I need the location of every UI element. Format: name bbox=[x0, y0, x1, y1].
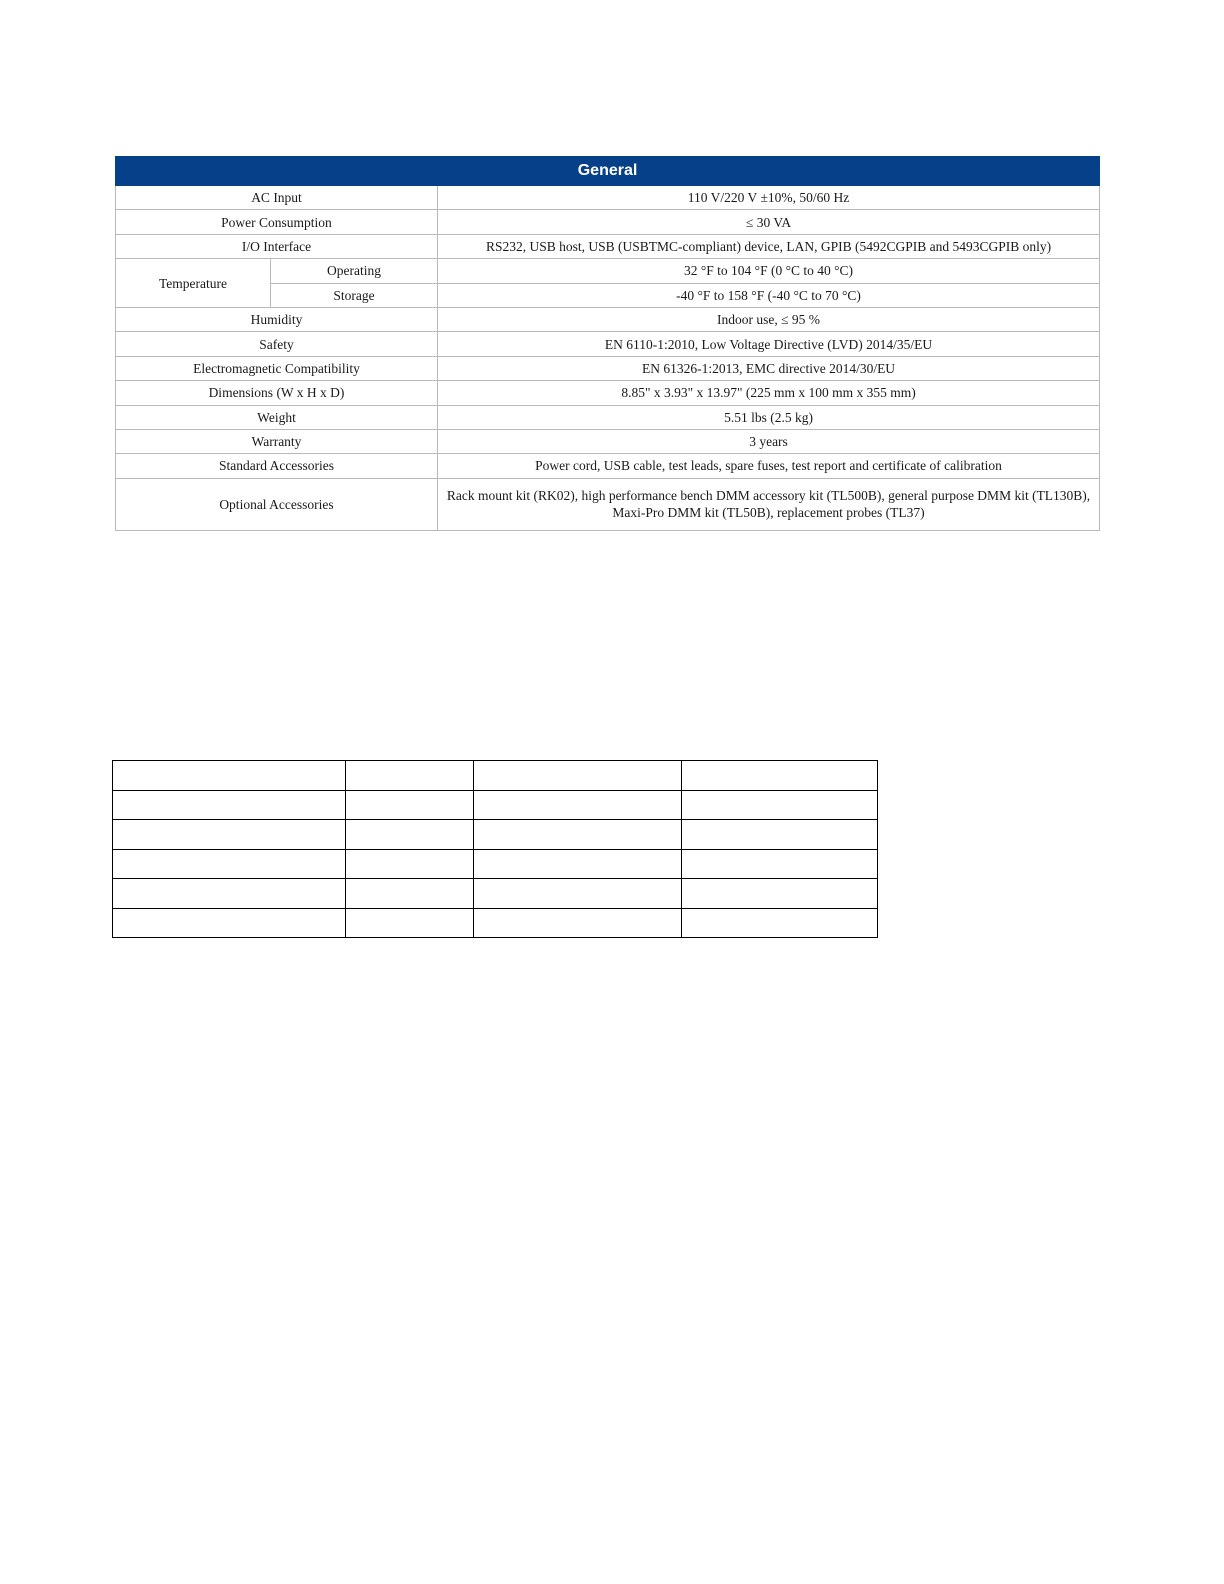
row-value: Indoor use, ≤ 95 % bbox=[438, 307, 1100, 331]
row-sub-label: Storage bbox=[271, 283, 438, 307]
table-cell bbox=[346, 790, 474, 820]
row-label: Optional Accessories bbox=[116, 478, 438, 530]
row-sub-label: Operating bbox=[271, 259, 438, 283]
table-cell bbox=[113, 908, 346, 938]
row-label: Weight bbox=[116, 405, 438, 429]
row-value: -40 °F to 158 °F (-40 °C to 70 °C) bbox=[438, 283, 1100, 307]
row-value: Rack mount kit (RK02), high performance bench DMM accessory kit (TL500B), general purpose DMM kit (TL130B), Maxi-Pro DMM kit (TL50B), replacement probes (TL37) bbox=[438, 478, 1100, 530]
table-row bbox=[116, 478, 1100, 530]
table-cell bbox=[113, 820, 346, 850]
row-value: Power cord, USB cable, test leads, spare fuses, test report and certificate of calibration bbox=[438, 454, 1100, 478]
table-row bbox=[116, 405, 1100, 429]
row-label: Electromagnetic Compatibility bbox=[116, 356, 438, 380]
row-label: Power Consumption bbox=[116, 210, 438, 234]
table-row bbox=[116, 210, 1100, 234]
table-row bbox=[113, 908, 878, 938]
table-cell bbox=[113, 761, 346, 791]
row-label: I/O Interface bbox=[116, 234, 438, 258]
table-cell bbox=[682, 790, 878, 820]
table-cell bbox=[346, 879, 474, 909]
table-row bbox=[116, 234, 1100, 258]
row-value: RS232, USB host, USB (USBTMC-compliant) device, LAN, GPIB (5492CGPIB and 5493CGPIB only) bbox=[438, 234, 1100, 258]
table-cell bbox=[113, 879, 346, 909]
table-cell bbox=[682, 849, 878, 879]
row-label: Safety bbox=[116, 332, 438, 356]
table-row bbox=[113, 879, 878, 909]
row-value: 5.51 lbs (2.5 kg) bbox=[438, 405, 1100, 429]
table-cell bbox=[474, 820, 682, 850]
table-title: General bbox=[116, 157, 1100, 186]
table-cell bbox=[682, 761, 878, 791]
table-cell bbox=[474, 849, 682, 879]
table-row bbox=[116, 356, 1100, 380]
row-label: AC Input bbox=[116, 186, 438, 210]
table-row bbox=[113, 820, 878, 850]
table-row bbox=[116, 454, 1100, 478]
row-value: EN 6110-1:2010, Low Voltage Directive (LVD) 2014/35/EU bbox=[438, 332, 1100, 356]
row-label: Temperature bbox=[116, 259, 271, 308]
table-cell bbox=[474, 790, 682, 820]
table-cell bbox=[113, 849, 346, 879]
table-header-row bbox=[116, 157, 1100, 186]
row-value: 3 years bbox=[438, 429, 1100, 453]
table-row bbox=[116, 259, 1100, 283]
table-cell bbox=[113, 790, 346, 820]
table-row bbox=[116, 429, 1100, 453]
row-value: 32 °F to 104 °F (0 °C to 40 °C) bbox=[438, 259, 1100, 283]
table-cell bbox=[346, 849, 474, 879]
table-cell bbox=[474, 908, 682, 938]
row-label: Warranty bbox=[116, 429, 438, 453]
table-row bbox=[116, 186, 1100, 210]
row-value: EN 61326-1:2013, EMC directive 2014/30/EU bbox=[438, 356, 1100, 380]
table-row bbox=[116, 307, 1100, 331]
row-label: Humidity bbox=[116, 307, 438, 331]
table-row bbox=[113, 790, 878, 820]
row-label: Dimensions (W x H x D) bbox=[116, 381, 438, 405]
row-value: 110 V/220 V ±10%, 50/60 Hz bbox=[438, 186, 1100, 210]
table-cell bbox=[346, 761, 474, 791]
table-cell bbox=[682, 820, 878, 850]
table-cell bbox=[682, 879, 878, 909]
table-row bbox=[116, 381, 1100, 405]
table-row bbox=[116, 332, 1100, 356]
row-label: Standard Accessories bbox=[116, 454, 438, 478]
table-cell bbox=[474, 761, 682, 791]
general-spec-table bbox=[115, 156, 1100, 531]
table-cell bbox=[682, 908, 878, 938]
table-row bbox=[113, 849, 878, 879]
table-row bbox=[113, 761, 878, 791]
row-value: 8.85" x 3.93" x 13.97" (225 mm x 100 mm x 355 mm) bbox=[438, 381, 1100, 405]
table-cell bbox=[346, 908, 474, 938]
row-value: ≤ 30 VA bbox=[438, 210, 1100, 234]
table-cell bbox=[474, 879, 682, 909]
empty-grid-table bbox=[112, 760, 878, 938]
table-cell bbox=[346, 820, 474, 850]
